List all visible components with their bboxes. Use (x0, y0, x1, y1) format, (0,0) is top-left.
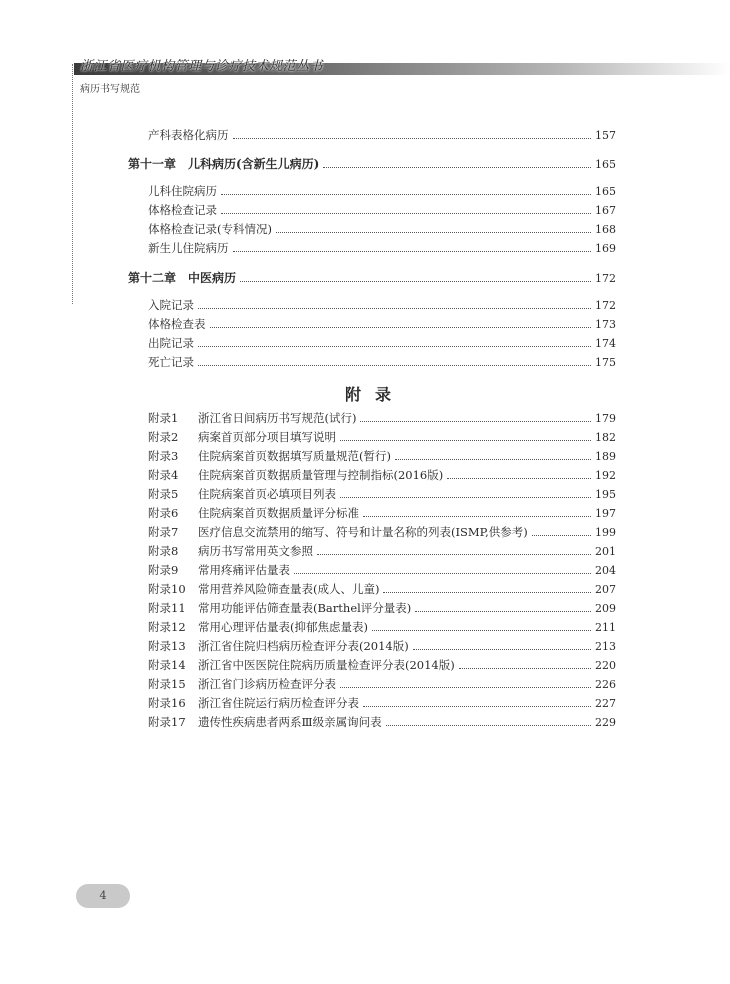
appendix-page: 182 (595, 431, 616, 444)
series-title: 浙江省医疗机构管理与诊疗技术规范丛书 (80, 59, 324, 74)
appendix-heading: 附录 (344, 385, 405, 404)
toc-entry[interactable] (148, 354, 616, 370)
appendix-title: 住院病案首页数据质量管理与控制指标(2016版) (198, 468, 444, 482)
leader-dots (276, 231, 591, 233)
appendix-code: 附录9 (148, 563, 179, 577)
leader-dots (386, 724, 591, 726)
appendix-code: 附录11 (148, 601, 186, 615)
toc-entry-label: 入院记录 (148, 298, 194, 312)
appendix-page: 220 (595, 659, 616, 672)
toc-entry[interactable] (148, 335, 616, 351)
appendix-code: 附录17 (148, 715, 186, 729)
leader-dots (210, 326, 592, 328)
toc-entry-label: 产科表格化病历 (148, 128, 229, 142)
appendix-title: 浙江省中医医院住院病历质量检查评分表(2014版) (198, 658, 455, 672)
appendix-title: 浙江省住院归档病历检查评分表(2014版) (198, 639, 409, 653)
leader-dots (360, 420, 591, 422)
toc-chapter-11[interactable] (128, 155, 616, 171)
appendix-page: 207 (595, 583, 616, 596)
leader-dots (221, 212, 591, 214)
side-dotted-rule (72, 64, 73, 304)
leader-dots (240, 280, 591, 282)
toc-entry[interactable] (148, 127, 616, 143)
appendix-page: 213 (595, 640, 616, 653)
leader-dots (221, 193, 591, 195)
appendix-page: 204 (595, 564, 616, 577)
toc-entry-label: 体格检查表 (148, 317, 206, 331)
appendix-code: 附录1 (148, 411, 179, 425)
appendix-code: 附录14 (148, 658, 186, 672)
appendix-title: 常用疼痛评估量表 (198, 563, 290, 577)
leader-dots (363, 705, 591, 707)
toc-entry-page: 174 (595, 337, 616, 350)
appendix-title: 常用功能评估筛查量表(Barthel评分量表) (198, 601, 412, 615)
appendix-title: 医疗信息交流禁用的缩写、符号和计量名称的列表(ISMP,供参考) (198, 525, 528, 539)
toc-entry-page: 165 (595, 185, 616, 198)
chapter-title: 第十二章 中医病历 (128, 271, 237, 285)
toc-entry[interactable] (148, 202, 616, 218)
appendix-title: 住院病案首页数据填写质量规范(暂行) (198, 449, 391, 463)
appendix-page: 179 (595, 412, 616, 425)
appendix-code: 附录13 (148, 639, 186, 653)
appendix-page: 189 (595, 450, 616, 463)
appendix-entry[interactable] (148, 695, 616, 711)
appendix-code: 附录10 (148, 582, 186, 596)
chapter-title: 第十一章 儿科病历(含新生儿病历) (128, 157, 320, 171)
toc-entry-label: 儿科住院病历 (148, 184, 217, 198)
toc-entry-page: 175 (595, 356, 616, 369)
page-number-badge: 4 (76, 884, 130, 908)
toc-entry-label: 体格检查记录 (148, 203, 217, 217)
leader-dots (317, 553, 591, 555)
leader-dots (198, 307, 591, 309)
appendix-entry[interactable] (148, 448, 616, 464)
appendix-entry[interactable] (148, 562, 616, 578)
appendix-title: 住院病案首页必填项目列表 (198, 487, 336, 501)
toc-entry-page: 157 (595, 129, 616, 142)
appendix-entry[interactable] (148, 486, 616, 502)
appendix-entry[interactable] (148, 619, 616, 635)
appendix-title: 常用心理评估量表(抑郁焦虑量表) (198, 620, 368, 634)
appendix-page: 226 (595, 678, 616, 691)
leader-dots (447, 477, 591, 479)
appendix-code: 附录7 (148, 525, 179, 539)
leader-dots (340, 439, 591, 441)
appendix-code: 附录6 (148, 506, 179, 520)
appendix-code: 附录3 (148, 449, 179, 463)
toc-entry-label: 新生儿住院病历 (148, 241, 229, 255)
toc-entry-page: 168 (595, 223, 616, 236)
appendix-code: 附录4 (148, 468, 179, 482)
toc-entry-label: 死亡记录 (148, 355, 194, 369)
toc-entry[interactable] (148, 240, 616, 256)
appendix-title: 浙江省日间病历书写规范(试行) (198, 411, 357, 425)
leader-dots (233, 137, 592, 139)
toc-entry[interactable] (148, 183, 616, 199)
appendix-entry[interactable] (148, 410, 616, 426)
toc-entry-label: 体格检查记录(专科情况) (148, 222, 272, 236)
toc-entry[interactable] (148, 297, 616, 313)
appendix-code: 附录16 (148, 696, 186, 710)
appendix-title: 常用营养风险筛查量表(成人、儿童) (198, 582, 380, 596)
appendix-page: 192 (595, 469, 616, 482)
toc-entry-page: 167 (595, 204, 616, 217)
leader-dots (395, 458, 591, 460)
appendix-page: 195 (595, 488, 616, 501)
appendix-page: 197 (595, 507, 616, 520)
appendix-title: 浙江省门诊病历检查评分表 (198, 677, 336, 691)
toc-entry-label: 出院记录 (148, 336, 194, 350)
leader-dots (532, 534, 591, 536)
appendix-entry[interactable] (148, 600, 616, 616)
leader-dots (459, 667, 591, 669)
appendix-title: 病案首页部分项目填写说明 (198, 430, 336, 444)
appendix-title: 遗传性疾病患者两系Ⅲ级亲属询问表 (198, 715, 382, 729)
appendix-entry[interactable] (148, 467, 616, 483)
appendix-page: 209 (595, 602, 616, 615)
leader-dots (383, 591, 591, 593)
appendix-entry[interactable] (148, 429, 616, 445)
appendix-page: 201 (595, 545, 616, 558)
leader-dots (233, 250, 592, 252)
leader-dots (198, 345, 591, 347)
toc-entry-page: 173 (595, 318, 616, 331)
appendix-entry[interactable] (148, 638, 616, 654)
appendix-code: 附录5 (148, 487, 179, 501)
appendix-entry[interactable] (148, 524, 616, 540)
appendix-page: 227 (595, 697, 616, 710)
appendix-code: 附录12 (148, 620, 186, 634)
chapter-page: 165 (595, 158, 616, 171)
toc-entry-page: 172 (595, 299, 616, 312)
appendix-code: 附录15 (148, 677, 186, 691)
appendix-code: 附录8 (148, 544, 179, 558)
leader-dots (363, 515, 591, 517)
toc-entry[interactable] (148, 316, 616, 332)
leader-dots (413, 648, 591, 650)
appendix-code: 附录2 (148, 430, 179, 444)
appendix-title: 浙江省住院运行病历检查评分表 (198, 696, 359, 710)
leader-dots (340, 686, 591, 688)
toc-chapter-12[interactable] (128, 269, 616, 285)
toc-entry[interactable] (148, 221, 616, 237)
book-title: 病历书写规范 (80, 84, 140, 95)
appendix-title: 病历书写常用英文参照 (198, 544, 313, 558)
leader-dots (372, 629, 591, 631)
appendix-page: 229 (595, 716, 616, 729)
appendix-title: 住院病案首页数据质量评分标准 (198, 506, 359, 520)
leader-dots (294, 572, 591, 574)
leader-dots (340, 496, 591, 498)
appendix-entry[interactable] (148, 657, 616, 673)
appendix-entry[interactable] (148, 676, 616, 692)
appendix-entry[interactable] (148, 581, 616, 597)
chapter-page: 172 (595, 272, 616, 285)
appendix-page: 211 (595, 621, 616, 634)
leader-dots (323, 166, 591, 168)
appendix-entry[interactable] (148, 714, 616, 730)
appendix-entry[interactable] (148, 505, 616, 521)
appendix-entry[interactable] (148, 543, 616, 559)
appendix-page: 199 (595, 526, 616, 539)
toc-entry-page: 169 (595, 242, 616, 255)
leader-dots (415, 610, 591, 612)
leader-dots (198, 364, 591, 366)
